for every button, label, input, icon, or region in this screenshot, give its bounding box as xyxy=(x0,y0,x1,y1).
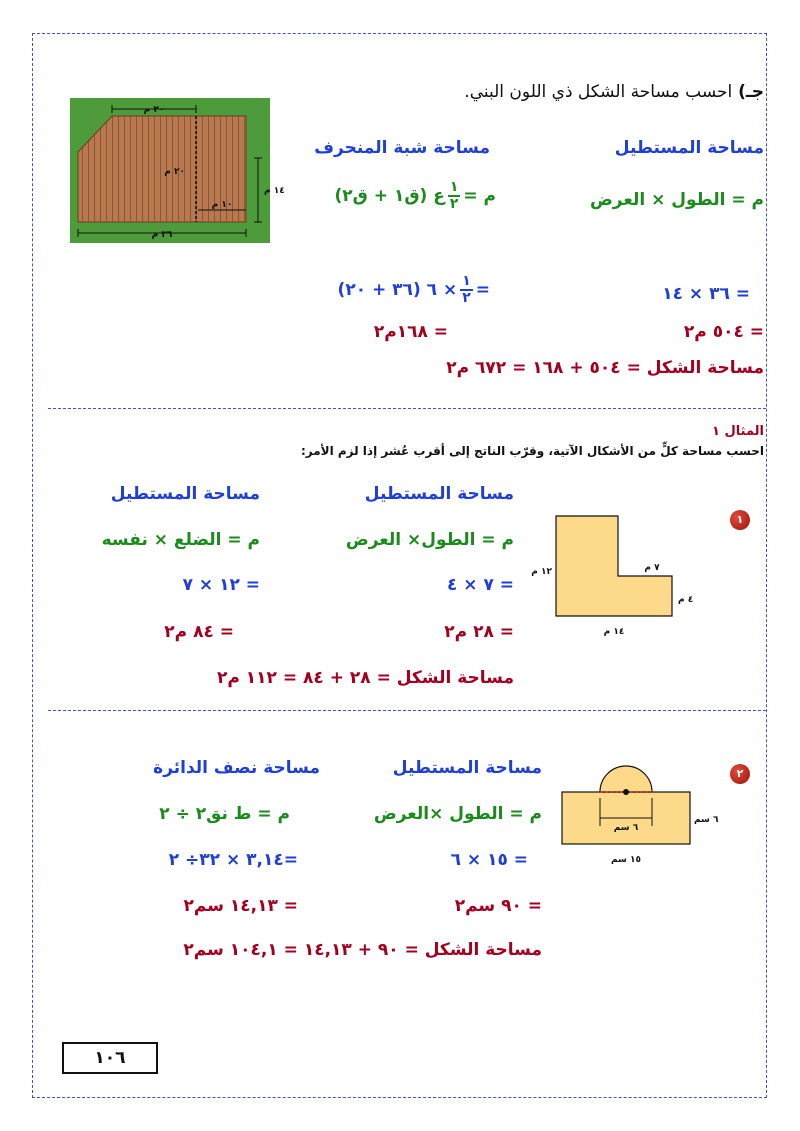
page-number: ١٠٦ xyxy=(62,1042,158,1074)
ex1-rect1-title: مساحة المستطيل xyxy=(364,484,514,504)
trapezoid-figure xyxy=(70,98,285,243)
example-instruction: احسب مساحة كلٍّ من الأشكال الآتية، وقرّب الناتج إلى أقرب عُشر إذا لزم الأمر: xyxy=(300,444,764,458)
semi-right-label: ٦ سم xyxy=(694,815,719,825)
semi-inner-label: ٦ سم xyxy=(613,823,639,833)
trap-height-label: ٢٠ م xyxy=(164,167,185,177)
l-right-label: ٤ م xyxy=(678,595,694,605)
trap-inner-label: ١٠ م xyxy=(211,200,233,210)
c-rect-step: = ٣٦ × ١٤ xyxy=(662,284,750,304)
c-rect-formula: م = الطول × العرض xyxy=(589,190,764,210)
c-total: مساحة الشكل = ٥٠٤ + ١٦٨ = ٦٧٢ م٢ xyxy=(446,358,764,378)
item-1-badge: ١ xyxy=(730,510,750,530)
trap-top-label: ٢٠ م xyxy=(143,105,165,115)
ex2-semi-step: =٣,١٤ × ٣٢÷ ٢ xyxy=(168,850,298,870)
semi-bottom-label: ١٥ سم xyxy=(610,855,642,865)
ex2-total: مساحة الشكل = ٩٠ + ١٤,١٣ = ١٠٤,١ سم٢ xyxy=(183,940,542,960)
ex2-semi-result: = ١٤,١٣ سم٢ xyxy=(183,896,298,916)
ex2-rect-step: = ١٥ × ٦ xyxy=(450,850,528,870)
ex2-rect-formula: م = الطول ×العرض xyxy=(373,804,542,824)
c-trap-formula: م = $\frac{١}{٢}$ ع (ق١ + ق٢) xyxy=(334,179,496,212)
c-trap-title: مساحة شبة المنحرف xyxy=(314,138,490,158)
ex2-semi-title: مساحة نصف الدائرة xyxy=(153,758,320,778)
semicircle-figure xyxy=(552,758,720,868)
l-bottom-label: ١٤ م xyxy=(603,627,625,637)
part-c-question: احسب مساحة الشكل ذي اللون البني. xyxy=(464,82,733,102)
l-top-right-label: ٧ م xyxy=(644,563,660,573)
c-trap-result: = ١٦٨م٢ xyxy=(373,322,448,342)
part-c-marker: جـ) xyxy=(738,82,764,102)
separator xyxy=(48,408,766,409)
separator xyxy=(48,710,766,711)
item-2-badge: ٢ xyxy=(730,764,750,784)
ex1-rect2-result: = ٨٤ م٢ xyxy=(164,622,234,642)
l-left-label: ١٢ م xyxy=(531,567,552,577)
trap-bottom-label: ٣٦ م xyxy=(151,230,173,240)
l-shape-figure xyxy=(512,508,707,643)
ex2-rect-result: = ٩٠ سم٢ xyxy=(454,896,542,916)
ex1-rect1-result: = ٢٨ م٢ xyxy=(444,622,514,642)
trap-side-label: ١٤ م xyxy=(264,186,285,196)
part-c-heading xyxy=(464,82,764,102)
ex1-rect2-title: مساحة المستطيل xyxy=(110,484,260,504)
ex1-rect1-formula: م = الطول× العرض xyxy=(345,530,514,550)
ex1-rect2-step: = ١٢ × ٧ xyxy=(182,575,260,595)
c-rect-result: = ٥٠٤ م٢ xyxy=(683,322,764,342)
example-title: المثال ١ xyxy=(712,424,764,439)
ex2-semi-formula: م = ط نق٢ ÷ ٢ xyxy=(159,804,290,824)
ex2-rect-title: مساحة المستطيل xyxy=(392,758,542,778)
ex1-rect1-step: = ٧ × ٤ xyxy=(446,575,514,595)
ex1-rect2-formula: م = الضلع × نفسه xyxy=(101,530,260,550)
c-trap-step: = $\frac{١}{٢}$ × ٦ (٣٦ + ٢٠) xyxy=(337,273,490,306)
c-rect-title: مساحة المستطيل xyxy=(614,138,764,158)
ex1-total: مساحة الشكل = ٢٨ + ٨٤ = ١١٢ م٢ xyxy=(217,668,514,688)
